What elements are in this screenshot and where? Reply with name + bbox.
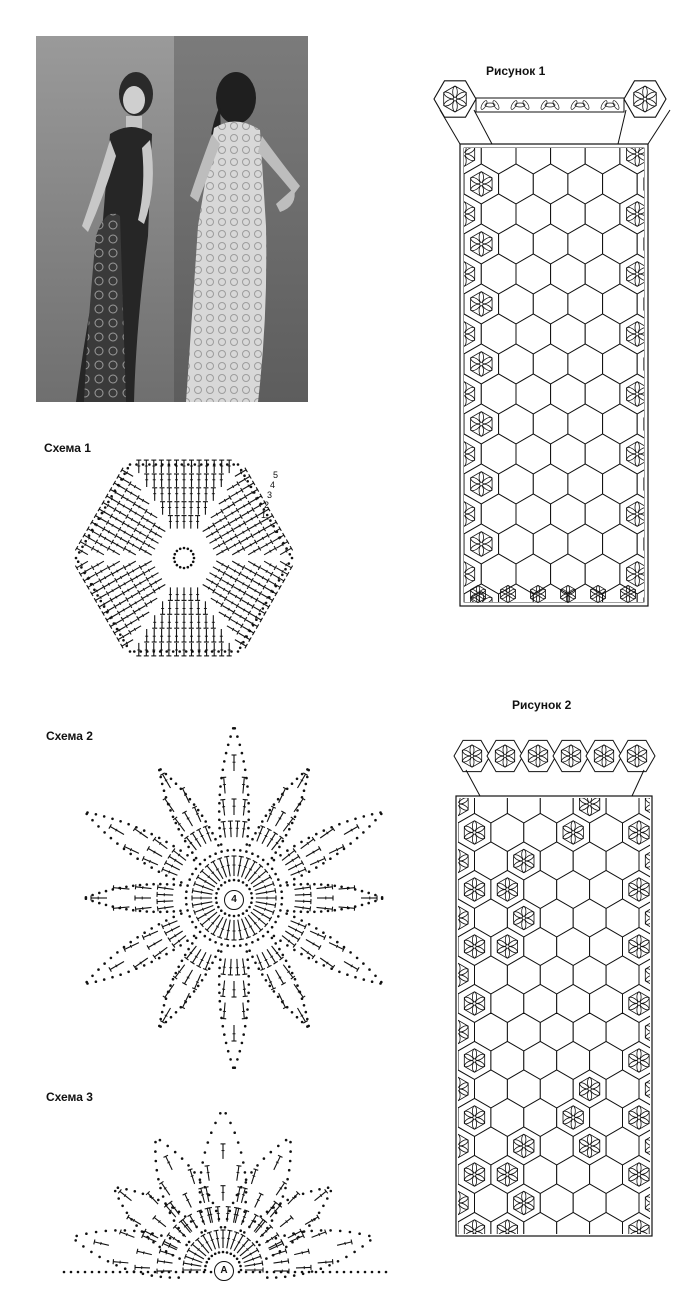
- hex-cell: [430, 374, 447, 414]
- scheme3-center-mark: A: [214, 1261, 234, 1281]
- hex-cell: [672, 524, 680, 564]
- top-motif: [520, 740, 556, 771]
- hex-cell: [450, 1156, 458, 1194]
- scheme3-diagram: [50, 1090, 400, 1290]
- scheme3-half-star: [50, 1090, 400, 1290]
- hex-cell: [450, 1042, 458, 1080]
- dress-photo-illustration: [36, 36, 308, 402]
- row-number-5: 5: [273, 470, 279, 480]
- strap-motif: [434, 81, 476, 117]
- hex-cell: [430, 134, 447, 174]
- hex-cell: [656, 1042, 661, 1080]
- hex-cell: [672, 344, 680, 384]
- hex-cell: [430, 224, 464, 264]
- hex-cell: [450, 871, 458, 909]
- hex-cell: [450, 1213, 458, 1239]
- hex-cell: [656, 871, 661, 909]
- hex-cell: [656, 928, 661, 966]
- row-number-3: 3: [267, 490, 273, 500]
- top-motif: [487, 740, 523, 771]
- hex-cell: [450, 985, 458, 1023]
- top-border-motifs: [476, 98, 624, 112]
- scheme2-center-mark: 4: [224, 890, 244, 910]
- hex-cell: [430, 284, 464, 324]
- hex-cell: [656, 1099, 661, 1137]
- row-number-1: 1: [261, 510, 267, 520]
- scheme2-diagram: [50, 710, 420, 1090]
- scheme1-row-numbers: [261, 470, 279, 520]
- row-number-4: 4: [270, 480, 276, 490]
- hex-cell: [656, 814, 661, 852]
- hex-cell: [655, 134, 681, 174]
- top-motif: [553, 740, 589, 771]
- hex-cell: [430, 404, 464, 444]
- hex-cell: [656, 1156, 661, 1194]
- hex-cell: [450, 814, 458, 852]
- hex-cell: [430, 194, 447, 234]
- hex-cell: [450, 928, 458, 966]
- figure1-hex-layout: [430, 72, 680, 612]
- hex-cell: [655, 314, 681, 354]
- scheme1-diagram: [60, 440, 310, 670]
- row-number-2: 2: [264, 500, 270, 510]
- scheme1-title: Схема 1: [44, 441, 91, 455]
- figure1-diagram: [430, 72, 680, 612]
- hex-cell: [430, 164, 464, 204]
- hex-cell: [655, 374, 681, 414]
- hex-cell: [430, 584, 464, 612]
- top-motif: [619, 740, 655, 771]
- hex-cell: [430, 254, 447, 294]
- figure2-hex-layout: [450, 738, 660, 1238]
- hex-cell: [655, 194, 681, 234]
- hex-cell: [672, 284, 680, 324]
- hex-cell: [655, 494, 681, 534]
- top-motif: [454, 740, 490, 771]
- hex-cell: [672, 464, 680, 504]
- strap-motif: [624, 81, 666, 117]
- hex-cell: [430, 344, 464, 384]
- hex-cell: [655, 254, 681, 294]
- hex-cell: [450, 1099, 458, 1137]
- top-motif: [586, 740, 622, 771]
- hex-cell: [430, 464, 464, 504]
- hex-cell: [430, 434, 447, 474]
- hex-cell: [655, 554, 681, 594]
- figure2-diagram: [450, 738, 660, 1238]
- dress-photo: [36, 36, 308, 402]
- hex-cell: [672, 584, 680, 612]
- hex-cell: [655, 434, 681, 474]
- hex-cell: [430, 314, 447, 354]
- hex-cell: [672, 164, 680, 204]
- hex-cell: [430, 494, 447, 534]
- hex-cell: [656, 1213, 661, 1239]
- figure1-title: Рисунок 1: [486, 64, 546, 78]
- figure2-title: Рисунок 2: [512, 698, 572, 712]
- scheme3-title: Схема 3: [46, 1090, 93, 1104]
- scheme2-title: Схема 2: [46, 729, 93, 743]
- hex-cell: [656, 985, 661, 1023]
- hex-cell: [430, 524, 464, 564]
- hex-cell: [430, 554, 447, 594]
- hex-cell: [672, 404, 680, 444]
- hex-cell: [672, 224, 680, 264]
